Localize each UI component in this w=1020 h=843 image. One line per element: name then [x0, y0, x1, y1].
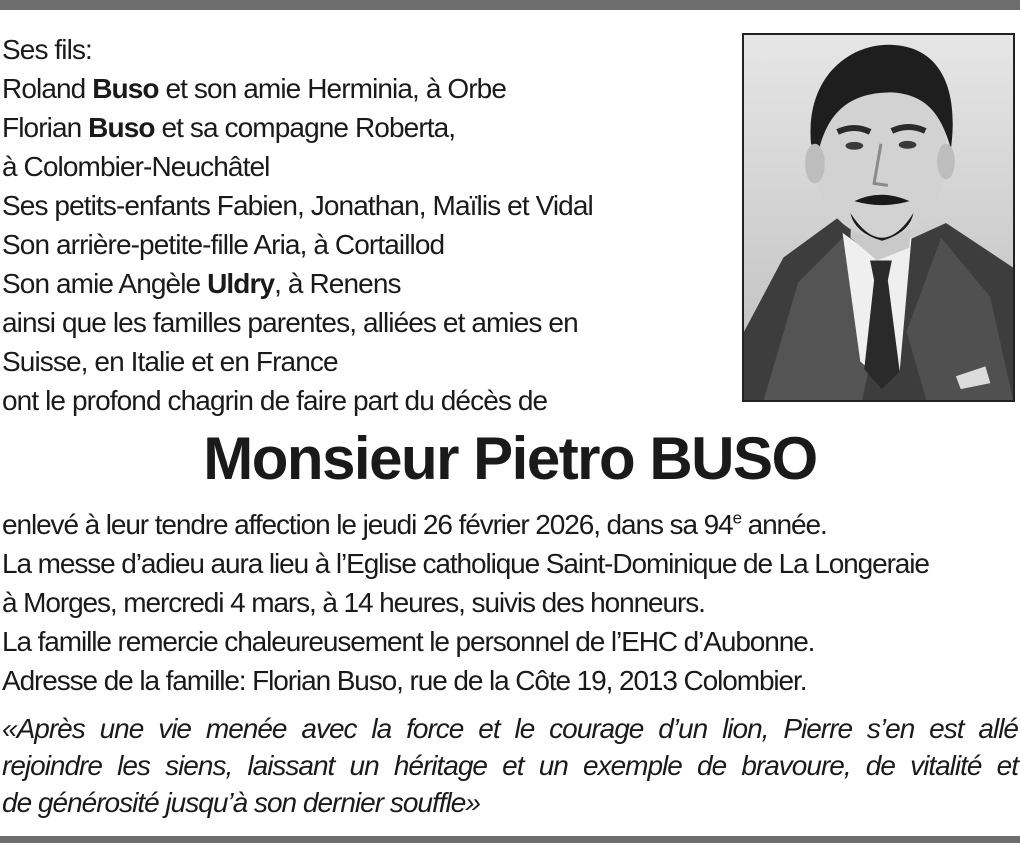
deceased-name: Monsieur Pietro BUSO	[203, 425, 817, 492]
memorial-quote	[2, 710, 1018, 821]
quote-line: «Après une vie menée avec la force et le courage d’un lion, Pierre s’en est allé	[2, 713, 1018, 744]
intro-line: Son arrière-petite-fille Aria, à Cortaillod	[2, 229, 445, 260]
ordinal-superscript: e	[732, 508, 741, 528]
intro-line: ont le profond chagrin de faire part du décès de	[2, 385, 548, 416]
body-line: enlevé à leur tendre affection le jeudi 26 février 2026, dans sa 94e année.	[2, 508, 827, 540]
bottom-rule	[0, 836, 1020, 843]
intro-line: Ses petits-enfants Fabien, Jonathan, Maïlis et Vidal	[2, 190, 593, 221]
surname: Buso	[88, 112, 155, 143]
body-line: La famille remercie chaleureusement le personnel de l’EHC d’Aubonne.	[2, 626, 815, 657]
body-line: La messe d’adieu aura lieu à l’Eglise catholique Saint-Dominique de La Longeraie	[2, 548, 929, 579]
quote-line: rejoindre les siens, laissant un héritage et un exemple de bravoure, de vitalité et	[2, 750, 1018, 781]
intro-line: à Colombier-Neuchâtel	[2, 151, 270, 182]
family-announcement	[2, 30, 722, 420]
quote-line: de générosité jusqu’à son dernier souffle»	[2, 787, 480, 818]
portrait-illustration	[744, 35, 1013, 400]
body-line: à Morges, mercredi 4 mars, à 14 heures, suivis des honneurs.	[2, 587, 705, 618]
intro-line: ainsi que les familles parentes, alliées et amies en	[2, 307, 578, 338]
intro-line: Suisse, en Italie et en France	[2, 346, 338, 377]
surname: Uldry	[207, 268, 275, 299]
portrait-photo	[742, 33, 1015, 402]
intro-line: Ses fils:	[2, 34, 92, 65]
intro-line: Son amie Angèle Uldry, à Renens	[2, 268, 401, 299]
intro-line: Florian Buso et sa compagne Roberta,	[2, 112, 456, 143]
top-rule	[0, 0, 1020, 10]
announcement-body	[2, 505, 1018, 700]
surname: Buso	[92, 73, 159, 104]
body-line: Adresse de la famille: Florian Buso, rue de la Côte 19, 2013 Colombier.	[2, 665, 807, 696]
intro-line: Roland Buso et son amie Herminia, à Orbe	[2, 73, 507, 104]
